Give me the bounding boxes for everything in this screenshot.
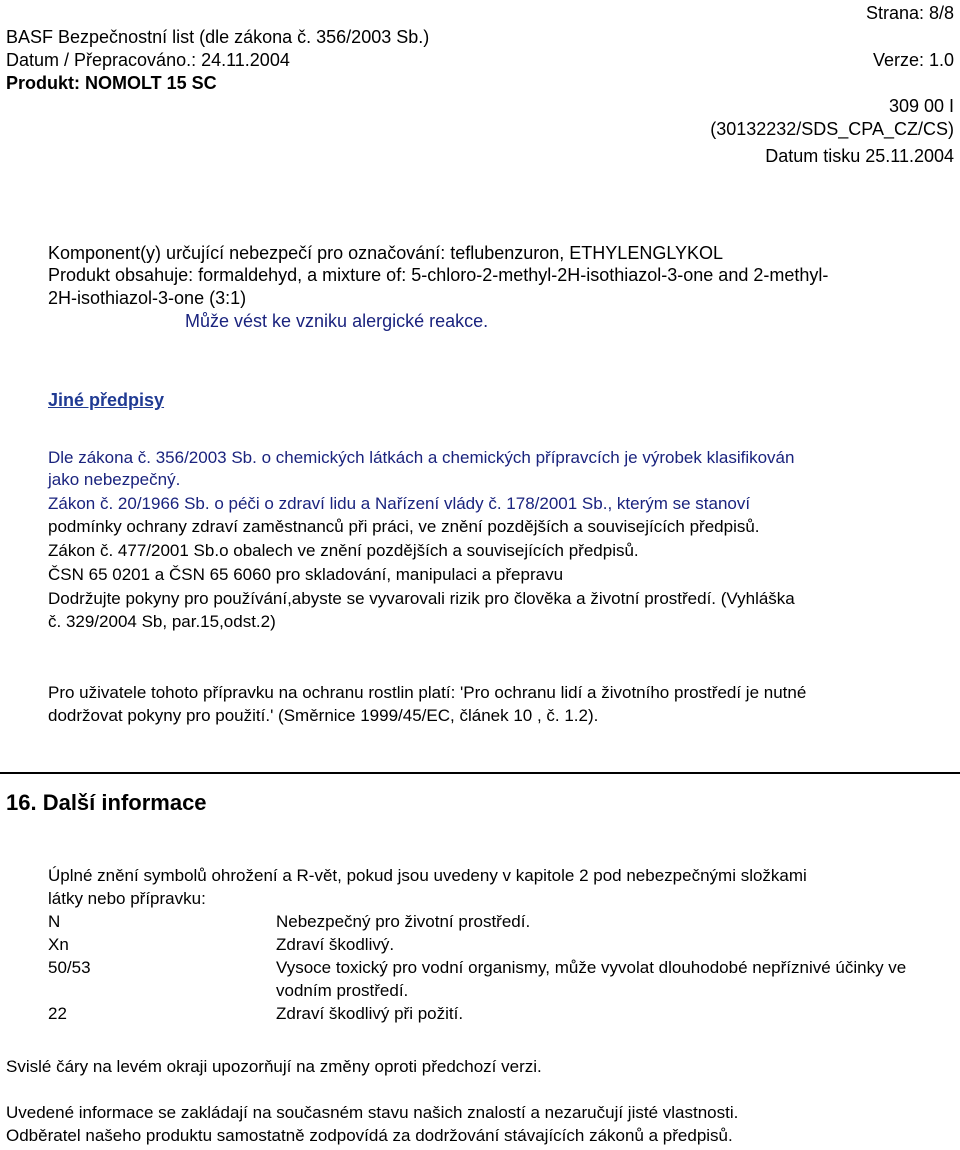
regulation-line: Zákon č. 20/1966 Sb. o péči o zdraví lidu a Nařízení vlády č. 178/2001 Sb., kterým se stanoví	[48, 494, 751, 513]
allergy-warning: Může vést ke vzniku alergické reakce.	[185, 311, 489, 331]
symbols-intro-line2: látky nebo přípravku:	[48, 889, 206, 908]
section-divider	[0, 772, 960, 774]
page-number: Strana: 8/8	[865, 3, 954, 23]
print-date: Datum tisku 25.11.2004	[765, 146, 954, 166]
hazard-components: Komponent(y) určující nebezpečí pro označování: teflubenzuron, ETHYLENGLYKOL	[48, 243, 724, 263]
product-name: Produkt: NOMOLT 15 SC	[6, 73, 217, 93]
regulation-line: ČSN 65 0201 a ČSN 65 6060 pro skladování, manipulaci a přepravu	[48, 565, 564, 584]
hazard-symbol-text: Zdraví škodlivý.	[276, 935, 395, 954]
r-phrase-code: 50/53	[48, 958, 91, 977]
document-title: BASF Bezpečnostní list (dle zákona č. 356/2003 Sb.)	[6, 27, 430, 47]
r-phrase-text: Zdraví škodlivý při požití.	[276, 1004, 464, 1023]
disclaimer-line1: Uvedené informace se zakládají na současném stavu našich znalostí a nezaručují jisté vlastnosti.	[6, 1103, 739, 1122]
product-code: 309 00 I	[888, 96, 954, 116]
sds-code: (30132232/SDS_CPA_CZ/CS)	[710, 119, 954, 139]
vertical-lines-note: Svislé čáry na levém okraji upozorňují na změny oproti předchozí verzi.	[6, 1057, 542, 1076]
hazard-symbol-code: N	[48, 912, 61, 931]
regulation-line: Dodržujte pokyny pro používání,abyste se vyvarovali rizik pro člověka a životní prostředí. (Vyhláška	[48, 589, 795, 608]
version-label: Verze: 1.0	[872, 50, 954, 70]
regulation-line: Dle zákona č. 356/2003 Sb. o chemických látkách a chemických přípravcích je výrobek klasifikován	[48, 448, 795, 467]
hazard-symbol-code: Xn	[48, 935, 69, 954]
regulation-line: č. 329/2004 Sb, par.15,odst.2)	[48, 612, 276, 631]
regulation-line: jako nebezpečný.	[48, 470, 181, 489]
regulation-line: podmínky ochrany zdraví zaměstnanců při práci, ve znění pozdějších a souvisejících předpisů.	[48, 517, 760, 536]
r-phrase-code: 22	[48, 1004, 67, 1023]
disclaimer-line2: Odběratel našeho produktu samostatně zodpovídá za dodržování stávajících zákonů a předpisů.	[6, 1126, 733, 1145]
hazard-symbol-text: Nebezpečný pro životní prostředí.	[276, 912, 531, 931]
revision-date: Datum / Přepracováno.: 24.11.2004	[6, 50, 290, 70]
section-16-heading: 16. Další informace	[6, 790, 207, 815]
symbols-intro-line1: Úplné znění symbolů ohrožení a R-vět, pokud jsou uvedeny v kapitole 2 pod nebezpečnými složkami	[48, 866, 807, 885]
pesticide-user-note-line1: Pro uživatele tohoto přípravku na ochranu rostlin platí: 'Pro ochranu lidí a životního prostředí je nutné	[48, 683, 807, 702]
product-contains-line2: 2H-isothiazol-3-one (3:1)	[48, 288, 247, 308]
r-phrase-text: Vysoce toxický pro vodní organismy, může vyvolat dlouhodobé nepříznivé účinky ve vodním prostředí.	[276, 958, 907, 1000]
product-contains-line1: Produkt obsahuje: formaldehyd, a mixture of: 5-chloro-2-methyl-2H-isothiazol-3-one and 2-methyl-	[48, 265, 829, 285]
other-regulations-heading: Jiné předpisy	[48, 390, 165, 410]
pesticide-user-note-line2: dodržovat pokyny pro použití.' (Směrnice 1999/45/EC, článek 10 , č. 1.2).	[48, 706, 599, 725]
regulation-line: Zákon č. 477/2001 Sb.o obalech ve znění pozdějších a souvisejících předpisů.	[48, 541, 639, 560]
